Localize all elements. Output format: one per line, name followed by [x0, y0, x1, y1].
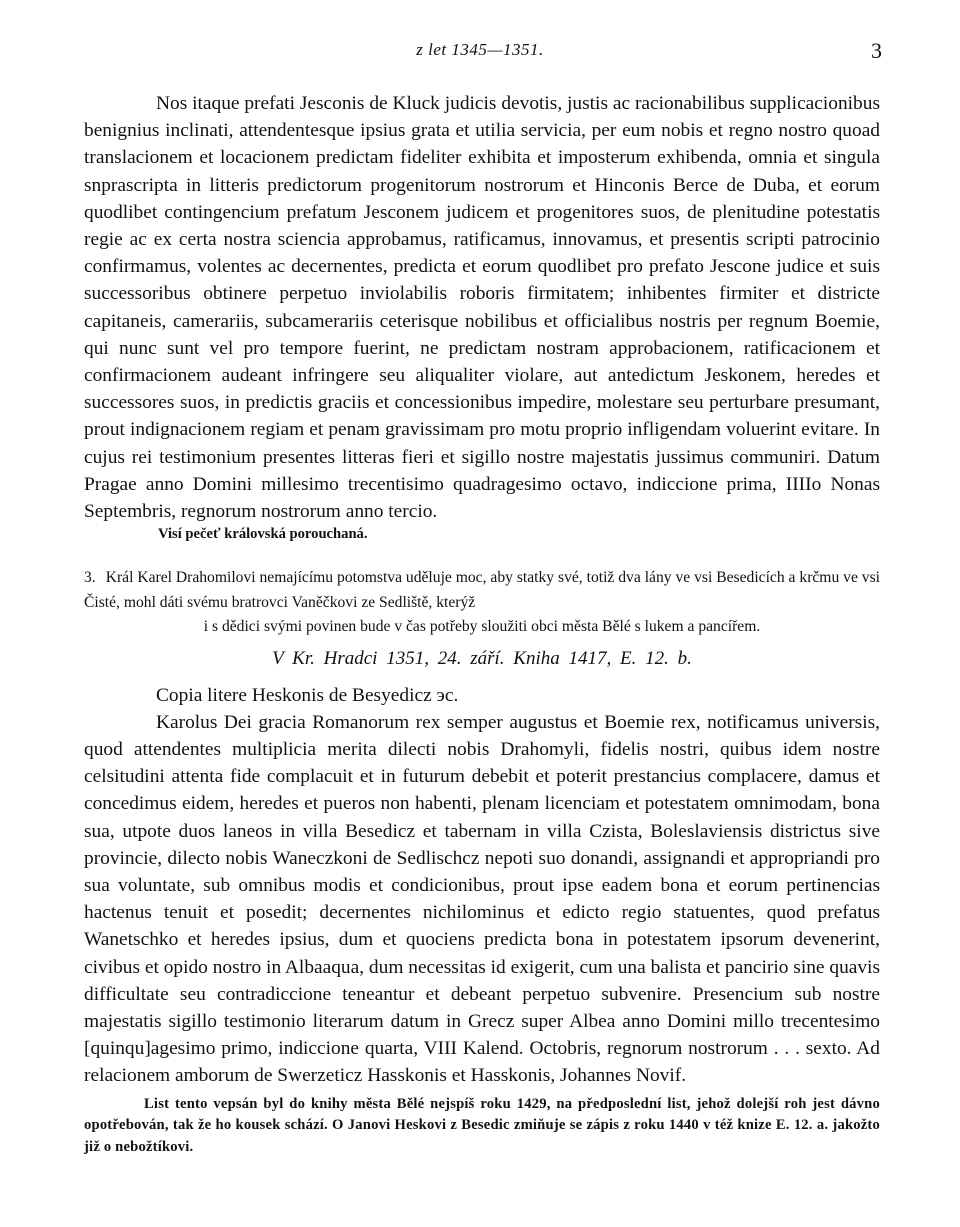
copia-heading: Copia litere Heskonis de Besyedicz эc. — [156, 684, 459, 706]
regest-last-line: i s dědici svými povinen bude v čas potřeby sloužiti obci města Bělé s lukem a pancířem. — [203, 618, 761, 635]
document-number: 3. — [84, 569, 96, 586]
page-header — [80, 40, 880, 66]
seal-note: Visí pečeť královská porouchaná. — [158, 526, 368, 543]
page-number: 3 — [871, 38, 882, 63]
charter-1-section — [84, 90, 880, 543]
running-title: z let 1345—1351. — [416, 40, 544, 59]
date-and-source: V Kr. Hradci 1351, 24. září. Kniha 1417, E. 12. b. — [272, 647, 692, 669]
charter-3-section — [84, 566, 880, 1158]
charter-3-text: Karolus Dei gracia Romanorum rex semper augustus et Boemie rex, notificamus universis, quod attendentes multiplicia merita dilecti nobis Drahomyli, fidelis nostri, quibus idem nostre celsitudini attenta fide complacuit et in futurum debebit et poterit prestancius complacere, damus et concedimus eidem, heredes et pueros non habenti, plenam licenciam et potestatem omnimodam, bona sua, utpote duos laneos in villa Besedicz et tabernam in villa Czista, Boleslaviensis districtus sive provincie, dilecto nobis Waneczkoni de Sedlischcz nepoti suo donandi, assignandi et appropriandi pro sua voluntate, sub omnibus modis et condicionibus, prout ipse eadem bona et eorum pertinencias hactenus tenuit et posedit; decernentes nichilominus et edicto regio statuentes, quod prefatus Wanetschko et heredes ipsius, dum et quociens predicta bona in potestatem ipsorum devenerint, civibus et opido nostro in Albaaqua, dum necessitas id exigerit, cum una balista et pancirio sine quavis difficultate seu contradiccione teneantur et debeant perpetuo subvenire. Presencium sub nostre majestatis sigillo testimonio literarum datum in Grecz super Albea anno Domini millo trecentesimo [quinqu]agesimo primo, indiccione quarta, VIII Kalend. Octobris, regnorum nostrorum . . . sexto. Ad relacionem amborum de Swerzeticz Hasskonis et Hasskonis, Johannes Novif. — [84, 711, 880, 1087]
regest — [84, 566, 880, 615]
regest-main: Král Karel Drahomilovi nemajícímu potomstva uděluje moc, aby statky své, totiž dva lány ve vsi Besedicích a krčmu ve vsi Čisté, mohl dáti svému bratrovci Vaněčkovi ze Sedliště, kterýž — [84, 569, 880, 611]
editorial-note: List tento vepsán byl do knihy města Bělé nejspíš roku 1429, na předposlední list, jehož dolejší roh jest dávno opotřebován, tak že ho kousek schází. O Janovi Heskovi z Besedic zmiňuje se zápis z roku 1440 v též knize E. 12. a. jakožto již o nebožtíkovi. — [84, 1095, 880, 1155]
charter-1-text: Nos itaque prefati Jesconis de Kluck judicis devotis, justis ac racionabilibus supplicacionibus benignius inclinati, attendentesque ipsius grata et utilia servicia, per eum nobis et regno nostro quoad translacionem et locacionem predictam fideliter exhibita et imposterum exhibenda, omnia et singula snprascripta in litteris predictorum progenitorum nostrorum et Hinconis Berce de Duba, et eorum quodlibet contingencium prefatum Jesconem judicem et progenitores suos, de plenitudine potestatis regie ac ex certa nostra sciencia approbamus, ratificamus, innovamus, et presentis scripti patrocinio confirmamus, volentes ac decernentes, predicta et eorum quodlibet pro prefato Jescone judice et suis successoribus obtinere perpetuo inviolabilis roboris firmitatem; inhibentes firmiter et districte capitaneis, camerariis, subcamerariis ceterisque nobilibus et officialibus nostris per regnum Boemie, qui nunc sunt vel pro tempore fuerint, ne predictam nostram approbacionem, ratificacionem et confirmacionem audeant infringere seu aliqualiter violare, aut antedictum Jeskonem, heredes et successores suos, in predictis graciis et concessionibus impedire, molestare seu perturbare presumant, prout indignacionem regiam et penam gravissimam pro motu proprio infligendam voluerint evitare. In cujus rei testimonium presentes litteras fieri et sigillo nostre majestatis jussimus communiri. Datum Pragae anno Domini millesimo trecentisimo quadragesimo octavo, indiccione prima, IIIIo Nonas Septembris, regnorum nostrorum anno tercio. — [84, 93, 880, 523]
